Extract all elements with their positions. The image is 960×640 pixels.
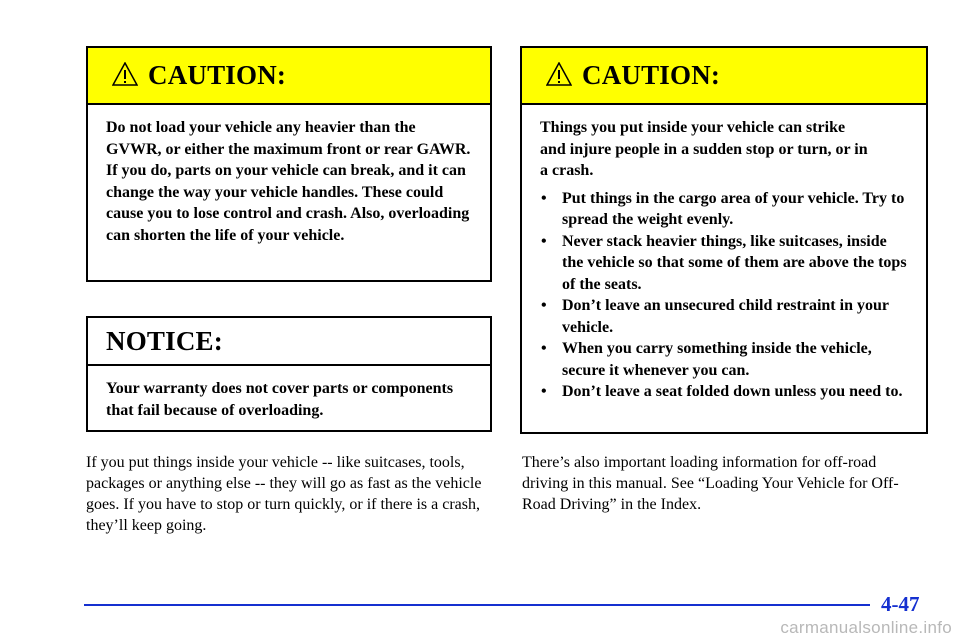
- caution-intro: Things you put inside your vehicle can strike and injure people in a sudden stop or turn, or in a crash.: [540, 119, 868, 179]
- list-item: • Don’t leave a seat folded down unless you need to.: [540, 381, 908, 403]
- notice-title: NOTICE:: [106, 325, 223, 356]
- warning-triangle-icon: [112, 62, 138, 86]
- caution-title: CAUTION:: [148, 60, 287, 90]
- bullet-icon: •: [541, 189, 547, 207]
- list-item: • Don’t leave an unsecured child restraint in your vehicle.: [541, 297, 889, 336]
- watermark-text[interactable]: carmanualsonline.info: [780, 618, 952, 637]
- footer-rule: [84, 604, 870, 606]
- caution-box-overloading: [86, 46, 492, 282]
- caution-bullet-list: [540, 188, 908, 403]
- list-item: • Put things in the cargo area of your vehicle. Try to spread the weight evenly.: [541, 189, 905, 228]
- bullet-icon: •: [541, 340, 547, 357]
- warning-triangle-icon: [546, 62, 572, 86]
- caution-header: [88, 48, 490, 105]
- notice-box-warranty: [86, 316, 492, 432]
- caution-header: [522, 48, 926, 105]
- notice-body: Your warranty does not cover parts or components that fail because of overloading.: [106, 380, 454, 419]
- loading-paragraph-right: There’s also important loading information for off-road driving in this manual. See “Loading Your Vehicle for Off-Road Driving” in the Index.: [522, 454, 899, 513]
- bullet-icon: •: [541, 383, 547, 400]
- bullet-icon: •: [541, 232, 547, 250]
- notice-header: [88, 318, 490, 366]
- caution-title: CAUTION:: [582, 60, 721, 90]
- bullet-icon: •: [541, 297, 547, 314]
- loading-paragraph-left: If you put things inside your vehicle -- like suitcases, tools, packages or anything else -- they will go as fast as the vehicle goes. If you have to stop or turn quickly, or if there is a crash, they’ll keep going.: [86, 454, 482, 534]
- caution-body: Do not load your vehicle any heavier than the GVWR, or either the maximum front or rear GAWR. If you do, parts on your vehicle can break, and it can change the way your vehicle handles. These could cause you to lose control and crash. Also, overloading can shorten the life of your vehicle.: [106, 119, 471, 244]
- list-item: • When you carry something inside the vehicle, secure it whenever you can.: [541, 340, 872, 379]
- caution-body: [522, 105, 926, 403]
- list-item: • Never stack heavier things, like suitcases, inside the vehicle so that some of them are above the tops of the seats.: [541, 232, 907, 293]
- page-number: 4-47: [881, 592, 920, 616]
- caution-box-cargo: [520, 46, 928, 434]
